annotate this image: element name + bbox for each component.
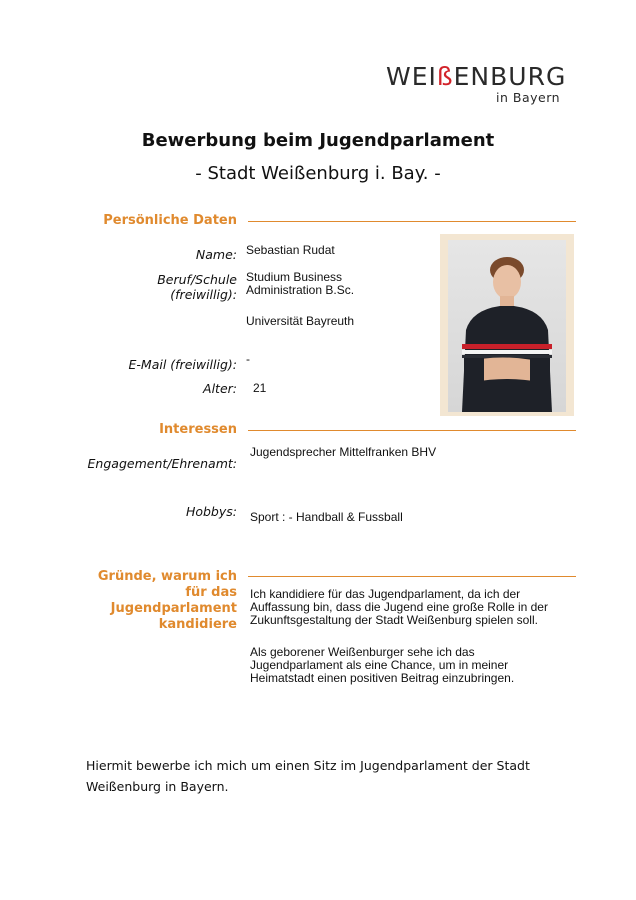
section-divider [248, 221, 576, 222]
hobbies-label: Hobbys: [185, 504, 237, 519]
age-label: Alter: [203, 381, 237, 396]
reasons-paragraph-1: Ich kandidiere für das Jugendparlament, da ich der Auffassung bin, dass die Jugend eine große Rolle in der Zukunftsgestaltung der Stadt Weißenburg spielen soll. [250, 587, 548, 627]
page-subtitle: - Stadt Weißenburg i. Bay. - [195, 163, 441, 184]
job-value: Studium Business Administration B.Sc. [246, 270, 355, 297]
page-title: Bewerbung beim Jugendparlament [141, 130, 495, 151]
section-heading-interests: Interessen [159, 422, 237, 437]
section-heading-personal: Persönliche Daten [103, 213, 237, 228]
city-logo: WEIßENBURG [386, 62, 567, 91]
school-value: Universität Bayreuth [246, 314, 355, 328]
reasons-paragraph-2: Als geborener Weißenburger sehe ich das Jugendparlament als eine Chance, um in meiner Heimatstadt einen positiven Beitrag einzubringen. [250, 645, 515, 685]
job-label: Beruf/Schule (freiwillig): [157, 272, 237, 302]
city-logo-subtitle: in Bayern [496, 90, 561, 105]
age-value: 21 [253, 381, 267, 395]
email-label: E-Mail (freiwillig): [128, 357, 237, 372]
section-divider [248, 576, 576, 577]
hobbies-value: Sport : - Handball & Fussball [250, 510, 403, 524]
name-label: Name: [195, 247, 237, 262]
section-heading-reasons: Gründe, warum ich für das Jugendparlament kandidiere [97, 569, 237, 632]
engagement-label: Engagement/Ehrenamt: [87, 456, 237, 471]
engagement-value: Jugendsprecher Mittelfranken BHV [250, 445, 437, 459]
application-statement: Hiermit bewerbe ich mich um einen Sitz im Jugendparlament der Stadt Weißenburg in Bayern. [86, 758, 530, 794]
name-value: Sebastian Rudat [246, 243, 335, 257]
section-divider [248, 430, 576, 431]
email-value: - [246, 352, 250, 366]
applicant-photo [448, 240, 566, 412]
